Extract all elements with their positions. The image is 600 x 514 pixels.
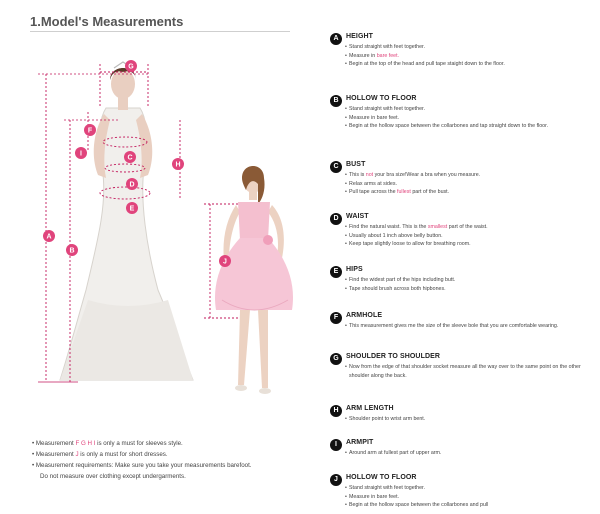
svg-text:F: F — [87, 127, 93, 135]
section-heading: ARMHOLE — [346, 312, 383, 319]
badge-d — [126, 178, 138, 190]
badge-c — [124, 151, 136, 163]
section-heading: HEIGHT — [346, 33, 374, 40]
badge-b — [66, 244, 78, 256]
badge-j — [219, 255, 231, 267]
list-item: • Now from the edge of that shoulder socket measure all the way over to the same point on the other shoulder along the back. — [345, 363, 595, 380]
svg-text:H: H — [175, 161, 181, 169]
section-heading: HIPS — [346, 266, 363, 273]
svg-text:B: B — [69, 247, 75, 255]
section-items — [345, 43, 595, 69]
badge-d-icon: D — [330, 213, 342, 225]
list-item: • Measure in bare feet. — [345, 52, 595, 61]
list-item: • Measure in bare feet. — [345, 114, 595, 123]
list-item: • Pull tape across the fullest part of the bust. — [345, 188, 595, 197]
list-item: • This measurement gives me the size of the sleeve bole that you are comfortable wearing. — [345, 322, 595, 331]
list-item: • Find the widest part of the hips including butt. — [345, 276, 595, 285]
measurement-notes — [32, 438, 312, 482]
section-items — [345, 322, 595, 331]
list-item: • Stand straight with feet together. — [345, 105, 595, 114]
list-item: • Shoulder point to wrist arm bent. — [345, 415, 595, 424]
section-items — [345, 363, 595, 380]
note-short-dresses: • Measurement J is only a must for short dresses. — [32, 451, 168, 458]
section-items — [345, 105, 595, 131]
list-item: • This is not your bra size!Wear a bra when you measure. — [345, 171, 595, 180]
svg-text:E: E — [129, 205, 135, 213]
badge-i — [75, 147, 87, 159]
list-item: • Stand straight with feet together. — [345, 43, 595, 52]
list-item: • Begin at the hollow space between the collarbones and tap straight down to the floor. — [345, 122, 595, 131]
section-heading: HOLLOW TO FLOOR — [346, 474, 417, 481]
list-item: • Begin at the hollow space between the collarbones and pull — [345, 501, 595, 510]
badge-g-icon: G — [330, 353, 342, 365]
badge-e-icon: E — [330, 266, 342, 278]
list-item: • Begin at the top of the head and pull tape staight down to the floor. — [345, 60, 595, 69]
page-title: 1.Model's Measurements — [30, 14, 184, 29]
svg-text:I: I — [80, 150, 82, 158]
badge-f — [84, 124, 96, 136]
section-heading: WAIST — [346, 213, 369, 220]
badge-a — [43, 230, 55, 242]
figure-gown-model — [28, 50, 208, 390]
note-sleeves: • Measurement F G H I is only a must for sleeves style. — [32, 440, 183, 447]
note-requirements: • Measurement requirements: Make sure you take your measurements barefoot. — [32, 462, 252, 469]
section-heading: SHOULDER TO SHOULDER — [346, 353, 441, 360]
section-items — [345, 276, 595, 293]
svg-text:A: A — [46, 233, 52, 241]
badge-e — [126, 202, 138, 214]
list-item: • Usually about 1 inch above belly button. — [345, 232, 595, 241]
list-item: • Find the natural waist. This is the smallest part of the waist. — [345, 223, 595, 232]
svg-text:G: G — [128, 63, 134, 71]
figure-short-dress-model — [198, 160, 313, 405]
list-item: • Around arm at fullest part of upper arm. — [345, 449, 595, 458]
badge-f-icon: F — [330, 312, 342, 324]
badge-c-icon: C — [330, 161, 342, 173]
list-item: • Keep tape slightly loose to allow for breathing room. — [345, 240, 595, 249]
badge-b-icon: B — [330, 95, 342, 107]
note-undergarments: Do not measure over clothing except undergarments. — [40, 473, 186, 480]
section-items — [345, 449, 595, 458]
badge-h — [172, 158, 184, 170]
badge-j-icon: J — [330, 474, 342, 486]
list-item: • Relax arms at sides. — [345, 180, 595, 189]
list-item: • Measure in bare feet. — [345, 493, 595, 502]
badge-i-icon: I — [330, 439, 342, 451]
badge-a-icon: A — [330, 33, 342, 45]
section-items — [345, 171, 595, 197]
section-heading: BUST — [346, 161, 366, 168]
section-heading: ARM LENGTH — [346, 405, 394, 412]
section-heading: ARMPIT — [346, 439, 374, 446]
svg-text:D: D — [129, 181, 135, 189]
section-heading: HOLLOW TO FLOOR — [346, 95, 417, 102]
svg-text:C: C — [127, 154, 133, 162]
section-items — [345, 223, 595, 249]
section-items — [345, 415, 595, 424]
list-item: • Stand straight with feet together. — [345, 484, 595, 493]
badge-g — [125, 60, 137, 72]
svg-text:J: J — [223, 258, 227, 266]
title-divider — [30, 31, 290, 32]
list-item: • Tape should brush across both hipbones. — [345, 285, 595, 294]
section-items — [345, 484, 595, 510]
badge-h-icon: H — [330, 405, 342, 417]
